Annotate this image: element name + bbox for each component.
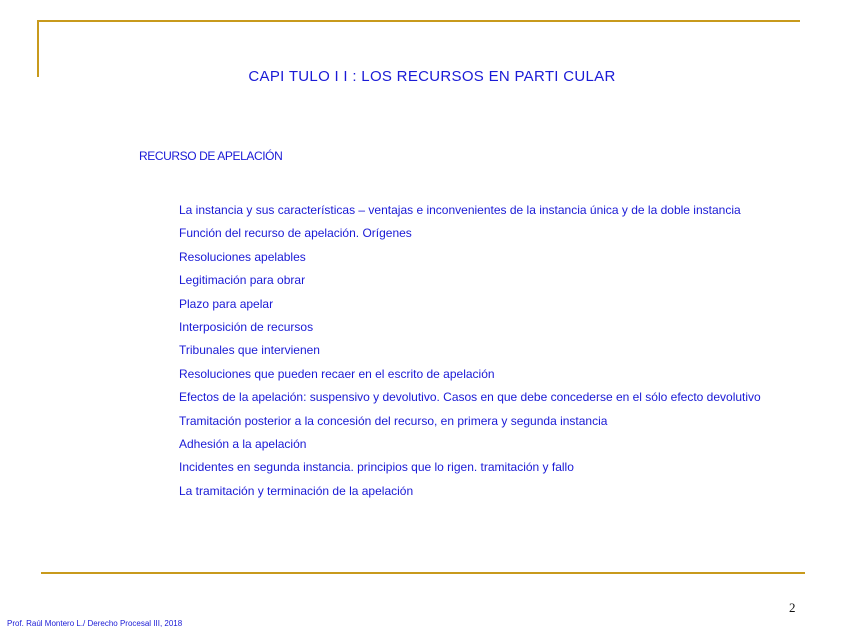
topic-item: Plazo para apelar [179,296,274,311]
topic-item: La tramitación y terminación de la apelación [179,483,414,498]
topic-list [179,199,839,503]
bottom-rule [41,572,805,574]
topic-item: Tramitación posterior a la concesión del recurso, en primera y segunda instancia [179,413,608,428]
topic-item: Resoluciones que pueden recaer en el escrito de apelación [179,366,495,381]
topic-item: Tribunales que intervienen [179,343,320,358]
topic-item: Interposición de recursos [179,320,314,335]
topic-item: Efectos de la apelación: suspensivo y devolutivo. Casos en que debe concederse en el sólo efecto devolutivo [179,390,761,405]
topic-item: Incidentes en segunda instancia. principios que lo rigen. tramitación y fallo [179,460,574,475]
topic-item: Función del recurso de apelación. Orígenes [179,226,412,241]
page-number: 2 [789,600,796,615]
footer-credit: Prof. Raúl Montero L./ Derecho Procesal III, 2018 [7,619,183,628]
top-rule [38,20,800,22]
topic-item: Adhesión a la apelación [179,437,307,452]
topic-item: Legitimación para obrar [179,273,306,288]
section-heading: RECURSO DE APELACIÓN [139,149,283,163]
topic-item: Resoluciones apelables [179,249,306,264]
slide-title: CAPI TULO I I : LOS RECURSOS EN PARTI CULAR [248,68,616,85]
topic-item: La instancia y sus características – ventajas e inconvenientes de la instancia única y de la doble instancia [179,203,741,217]
